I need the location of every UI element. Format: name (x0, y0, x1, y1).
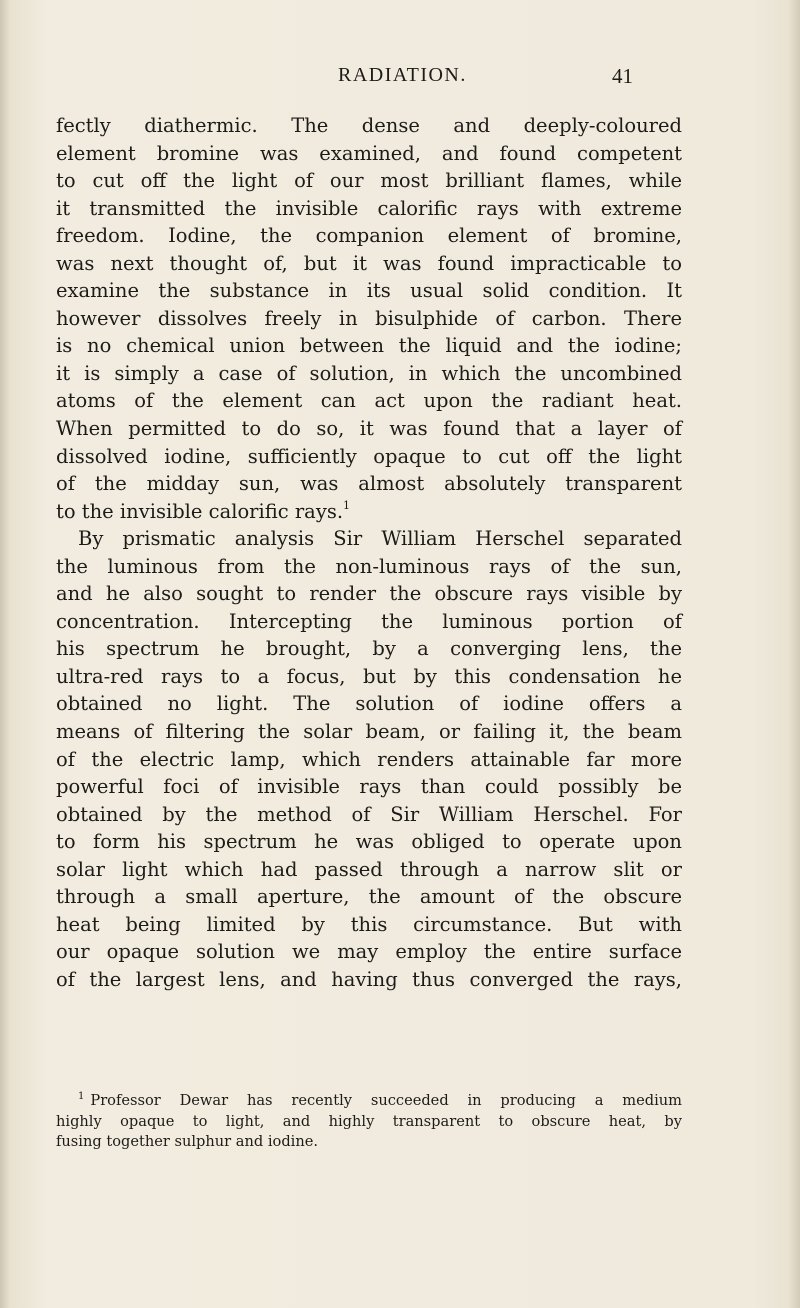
footnote-line-content: Professor Dewar has recently succeeded in producing a medium (90, 1092, 682, 1109)
text-line: is no chemical union between the liquid and the iodine; (56, 334, 682, 358)
text-line: however dissolves freely in bisulphide of carbon. There (56, 306, 682, 330)
text-line: heat being limited by this circumstance. But with (56, 912, 682, 936)
text-line: to cut off the light of our most brilliant flames, while (56, 169, 682, 193)
text-line: powerful foci of invisible rays than could possibly be (56, 775, 682, 799)
text-line: was next thought of, but it was found impracticable to (56, 251, 682, 275)
text-line: to form his spectrum he was obliged to operate upon (56, 830, 682, 854)
text-line: freedom. Iodine, the companion element of bromine, (56, 224, 682, 248)
text-line: fectly diathermic. The dense and deeply-coloured (56, 114, 682, 137)
footnote-line: highly opaque to light, and highly transparent to obscure heat, by (56, 1112, 682, 1130)
page-header (0, 64, 800, 104)
text-line: atoms of the element can act upon the radiant heat. (56, 389, 682, 413)
page-edge-shadow (788, 0, 800, 1308)
text-line: concentration. Intercepting the luminous portion of (56, 609, 682, 633)
text-line: solar light which had passed through a narrow slit or (56, 857, 682, 881)
footnote-mark: 1 (78, 1091, 85, 1102)
running-title: RADIATION. (338, 64, 467, 86)
text-line: through a small aperture, the amount of the obscure (56, 885, 682, 909)
page-gutter-shadow (0, 0, 10, 1308)
text-line-content: to the invisible calorific rays. (56, 499, 344, 523)
text-line: his spectrum he brought, by a converging lens, the (56, 637, 682, 661)
text-line: of the midday sun, was almost absolutely transparent (56, 472, 682, 496)
text-line: obtained by the method of Sir William Herschel. For (56, 802, 682, 826)
footnote-line (56, 1091, 682, 1112)
text-line: it transmitted the invisible calorific rays with extreme (56, 196, 682, 220)
text-line: obtained no light. The solution of iodine offers a (56, 692, 682, 716)
text-line: When permitted to do so, it was found that a layer of (56, 417, 682, 441)
text-line: means of filtering the solar beam, or failing it, the beam (56, 720, 682, 744)
text-line: ultra-red rays to a focus, but by this condensation he (56, 664, 682, 688)
footnote-reference: 1 (343, 498, 351, 512)
text-line: element bromine was examined, and found competent (56, 141, 682, 165)
body-text (56, 112, 682, 994)
text-line: it is simply a case of solution, in which the uncombined (56, 361, 682, 385)
text-line: dissolved iodine, sufficiently opaque to cut off the light (56, 444, 682, 468)
text-line: the luminous from the non-luminous rays of the sun, (56, 554, 682, 578)
text-line: examine the substance in its usual solid condition. It (56, 279, 682, 303)
footnote-line: fusing together sulphur and iodine. (56, 1133, 319, 1150)
text-line-with-footnote (56, 498, 682, 526)
page-number: 41 (612, 64, 633, 88)
paragraph-start-line: By prismatic analysis Sir William Herschel separated (78, 527, 682, 551)
text-line: and he also sought to render the obscure rays visible by (56, 582, 682, 606)
footnote (56, 1091, 682, 1153)
text-line: of the largest lens, and having thus converged the rays, (56, 967, 682, 991)
text-line: of the electric lamp, which renders attainable far more (56, 747, 682, 771)
text-line: our opaque solution we may employ the entire surface (56, 940, 682, 964)
